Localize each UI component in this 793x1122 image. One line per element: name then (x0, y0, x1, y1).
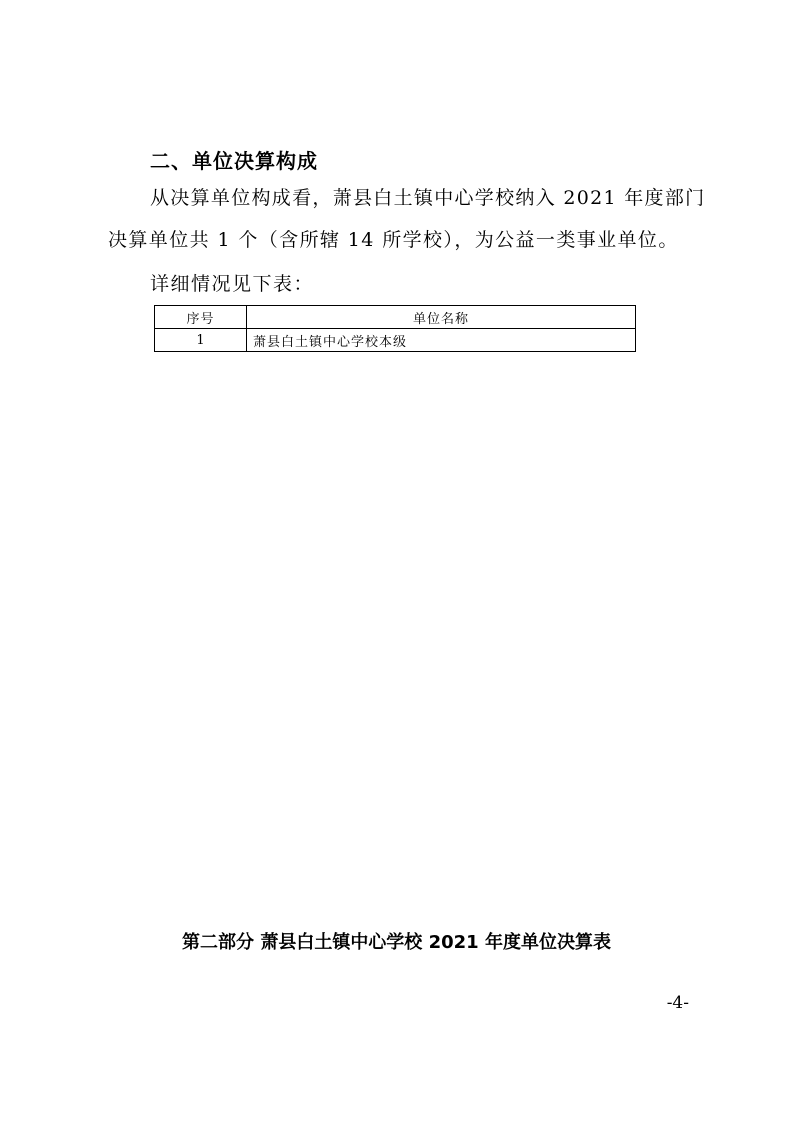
row-unit-name: 萧县白土镇中心学校本级 (247, 329, 636, 352)
paragraph-line-1: 从决算单位构成看，萧县白土镇中心学校纳入 2021 年度部门 (150, 187, 706, 209)
table-row (155, 329, 636, 352)
header-unit-name: 单位名称 (247, 306, 636, 329)
detail-intro: 详细情况见下表： (150, 273, 315, 295)
row-serial-number: 1 (155, 329, 247, 352)
part-title: 第二部分 萧县白土镇中心学校 2021 年度单位决算表 (182, 932, 611, 953)
page-number: -4- (666, 993, 689, 1013)
table-header-row (155, 306, 636, 329)
unit-table (154, 305, 636, 352)
paragraph-line-2: 决算单位共 1 个（含所辖 14 所学校），为公益一类事业单位。 (108, 229, 679, 251)
header-serial-number: 序号 (155, 306, 247, 329)
section-heading: 二、单位决算构成 (150, 149, 318, 173)
